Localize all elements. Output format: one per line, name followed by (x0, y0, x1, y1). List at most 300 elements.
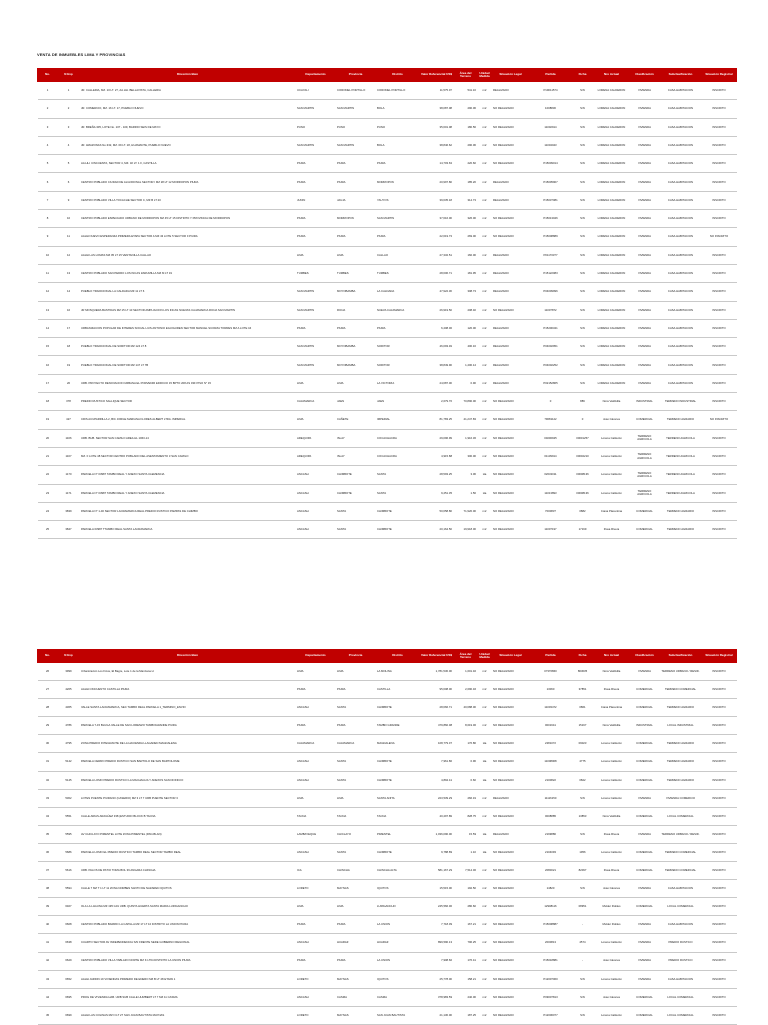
cell-classification: VIVIENDA (630, 283, 660, 301)
cell-subclassification: TERRENO COMERCIAL (660, 681, 702, 699)
cell-province: MORROPON (336, 210, 376, 228)
cell-ref-value: 26,919.50 (420, 301, 454, 319)
cell-number: 19 (38, 411, 58, 429)
cell-address: JR. AMAZONAS No.332, MZ. 09 LT. 18, HUAMANTE, PUEBLO NUEVO (80, 136, 296, 154)
cell-classification: COMERCIAL (630, 411, 660, 429)
cell-unit: m2 (478, 807, 492, 825)
cell-province: PIURA (336, 916, 376, 934)
cell-legal-status: NO REALIZADO (492, 521, 530, 539)
cell-classification: VIVIENDA (630, 789, 660, 807)
cell-number: 40 (38, 916, 58, 934)
column-header-district: Distrito (376, 69, 420, 82)
cell-district: COCACHACRA (376, 447, 420, 465)
cell-department: ANCASH (296, 934, 336, 952)
cell-registry-status: INSCRITO (702, 502, 737, 520)
cell-department: SAN MARTIN (296, 301, 336, 319)
cell-province: MAYNAS (336, 970, 376, 988)
cell-partida: 11008008 (530, 753, 572, 771)
table-row (38, 952, 737, 970)
cell-current-owner: LORENA CALDERON (594, 173, 630, 191)
cell-address: PARCELA N° 03987 TAMBO REAL Y ANEXO SANTA CLEMENCIA (80, 466, 296, 484)
cell-legal-status: NO REALIZADO (492, 155, 530, 173)
table-row (38, 916, 737, 934)
cell-department: UCAYALI (296, 82, 336, 100)
cell-classification: VIVIENDA (630, 356, 660, 374)
cell-ref-value: 38,846.62 (420, 136, 454, 154)
cell-unit: m2 (478, 717, 492, 735)
cell-registry-status: INSCRITO (702, 100, 737, 118)
cell-ficha: 4775 (572, 753, 594, 771)
cell-ficha: 00001257 (572, 429, 594, 447)
cell-current-owner: Rosa Rivera (594, 862, 630, 880)
cell-exp: 6407 (58, 898, 80, 916)
cell-number: 7 (38, 191, 58, 209)
cell-registry-status: INSCRITO (702, 1006, 737, 1024)
table-row (38, 338, 737, 356)
cell-exp: 12 (58, 246, 80, 264)
cell-district: SANTA (376, 484, 420, 502)
cell-unit: m2 (478, 411, 492, 429)
cell-unit: m2 (478, 521, 492, 539)
cell-ficha: 08951 (572, 898, 594, 916)
cell-registry-status: INSCRITO (702, 880, 737, 898)
cell-ref-value: 28,606.71 (420, 264, 454, 282)
cell-district: LA UNION (376, 952, 420, 970)
cell-exp: 10 (58, 210, 80, 228)
cell-exp: 5145 (58, 771, 80, 789)
column-header-ficha: Ficha (572, 650, 594, 663)
cell-registry-status: INSCRITO (702, 807, 737, 825)
cell-ref-value: 20,164.50 (420, 521, 454, 539)
cell-department: LIMA (296, 246, 336, 264)
cell-legal-status: NO REALIZADO (492, 717, 530, 735)
cell-address: CENTRO POBLADO VILLA TABLAZO NORTE MZ K LT64 DISTRITO LA UNION PIURA (80, 952, 296, 970)
cell-department: ANCASH (296, 466, 336, 484)
cell-partida: 13060 (530, 681, 572, 699)
column-header-number: No. (38, 69, 58, 82)
cell-partida: P15018881 (530, 952, 572, 970)
cell-current-owner: Ciana Placentina (594, 502, 630, 520)
cell-area: 160.00 (454, 246, 478, 264)
cell-department: PIURA (296, 319, 336, 337)
cell-classification: VIVIENDA (630, 82, 660, 100)
cell-ficha: 0822 (572, 771, 594, 789)
cell-current-owner: LORENA CALDERON (594, 210, 630, 228)
cell-legal-status: NO REALIZADO (492, 699, 530, 717)
cell-classification: TERRENO AGRICOLA (630, 466, 660, 484)
cell-classification: VIVIENDA (630, 173, 660, 191)
cell-district: CHIMBOTE (376, 699, 420, 717)
cell-legal-status: NO REALIZADO (492, 970, 530, 988)
cell-exp: 16 (58, 301, 80, 319)
cell-ficha: S/N (572, 246, 594, 264)
cell-district: COCACHACRA (376, 429, 420, 447)
cell-unit: m2 (478, 283, 492, 301)
cell-classification: VIVIENDA (630, 191, 660, 209)
cell-classification: VIVIENDA (630, 880, 660, 898)
cell-exp: 3 (58, 118, 80, 136)
cell-partida: P15008887 (530, 916, 572, 934)
cell-classification: VIVIENDA (630, 118, 660, 136)
cell-area: 1,916.30 (454, 429, 478, 447)
cell-subclassification: TERRENO AGRARIO (660, 699, 702, 717)
cell-classification: COMERCIAL (630, 1006, 660, 1024)
cell-classification: COMERCIAL (630, 988, 660, 1006)
cell-department: CAJAMARCA (296, 735, 336, 753)
cell-address: URB. BUB. SECTOR SAN CAMILO AREA HL 1063-14 (80, 429, 296, 447)
cell-legal-status: REALIZADO (492, 191, 530, 209)
cell-current-owner: Lorena Calderón (594, 843, 630, 861)
cell-partida: 2100822 (530, 771, 572, 789)
cell-ref-value: 27,332.51 (420, 246, 454, 264)
cell-unit: m2 (478, 970, 492, 988)
cell-ficha: 1956 (572, 843, 594, 861)
cell-department: SAN MARTIN (296, 136, 336, 154)
cell-legal-status: NO REALIZADO (492, 952, 530, 970)
cell-ficha: 863035 (572, 663, 594, 681)
cell-classification: COMERCIAL (630, 681, 660, 699)
table-row (38, 753, 737, 771)
cell-partida: 2000813 (530, 934, 572, 952)
cell-registry-status: INSCRITO (702, 136, 737, 154)
cell-province: SANTA (336, 521, 376, 539)
cell-legal-status: REALIZADO (492, 338, 530, 356)
cell-unit: m2 (478, 502, 492, 520)
cell-exp: 1171 (58, 484, 80, 502)
cell-address: PUEBLO TRADICIONAL DE SORITOR MZ 124 LT 8 (80, 338, 296, 356)
cell-address: VALLE SANTA LACRAMARCA, SEC TAMBO REAL PARCELA 1_TERMINO_ENVIO (80, 699, 296, 717)
cell-area: 70,890.00 (454, 393, 478, 411)
cell-province: HUARAZ (336, 934, 376, 952)
cell-address: AAHH JARDIN 19 VIVIENDAS PRIMERO DE ENERO MZ B LT 28 ETAPA 1 (80, 970, 296, 988)
cell-unit: m2 (478, 916, 492, 934)
cell-legal-status: NO REALIZADO (492, 898, 530, 916)
cell-partida: P12007060 (530, 970, 572, 988)
cell-partida: 2199886 (530, 825, 572, 843)
cell-department: PIURA (296, 952, 336, 970)
cell-department: SAN MARTIN (296, 356, 336, 374)
cell-number: 5 (38, 155, 58, 173)
cell-unit: m2 (478, 447, 492, 465)
cell-province: JAUJA (336, 191, 376, 209)
cell-registry-status: INSCRITO (702, 210, 737, 228)
table-row (38, 771, 737, 789)
cell-number: 3 (38, 118, 58, 136)
cell-subclassification: CASA HABITACION (660, 136, 702, 154)
cell-unit: m2 (478, 228, 492, 246)
cell-legal-status: REALIZADO (492, 319, 530, 337)
table-row (38, 411, 737, 429)
cell-area: 240.00 (454, 988, 478, 1006)
cell-partida: 2104093 (530, 843, 572, 861)
table-row (38, 843, 737, 861)
table-row (38, 663, 737, 681)
cell-ficha: S/N (572, 970, 594, 988)
cell-subclassification: CASA HABITACION (660, 916, 702, 934)
table-row (38, 807, 737, 825)
cell-number: 29 (38, 717, 58, 735)
cell-province: PUNO (336, 118, 376, 136)
cell-department: PIURA (296, 916, 336, 934)
cell-subclassification: TERRENO AGRICOLA (660, 484, 702, 502)
cell-district: SORITOR (376, 356, 420, 374)
cell-classification: COMERCIAL (630, 502, 660, 520)
table-row (38, 356, 737, 374)
cell-unit: m2 (478, 429, 492, 447)
cell-classification: VIVIENDA (630, 264, 660, 282)
cell-ficha: S/N (572, 210, 594, 228)
cell-province: MOYOBAMBA (336, 356, 376, 374)
cell-ref-value: 50,658.80 (420, 502, 454, 520)
cell-address: LOTES PUENTE PIURANO (CASERIO) MZ 3 LT 7 URB PUENTE SECTOR 3 (80, 789, 296, 807)
cell-number: 43 (38, 970, 58, 988)
cell-exp: 5594 (58, 880, 80, 898)
table-row (38, 374, 737, 392)
column-header-province: Provincia (336, 69, 376, 82)
cell-district: CHIMBOTE (376, 843, 420, 861)
cell-ficha: 0882 (572, 502, 594, 520)
cell-area: 176.41 (454, 952, 478, 970)
cell-subclassification: CASA HABITACION (660, 210, 702, 228)
table-row (38, 789, 737, 807)
cell-district: SANTA (376, 466, 420, 484)
cell-current-owner: Lorena Calderón (594, 447, 630, 465)
cell-subclassification: CASA HABITACION (660, 319, 702, 337)
cell-ficha: 13853 (572, 807, 594, 825)
cell-exp: 5 (58, 155, 80, 173)
cell-registry-status: INSCRITO (702, 246, 737, 264)
cell-department: ANCASH (296, 988, 336, 1006)
cell-classification: VIVIENDA (630, 301, 660, 319)
cell-ref-value: 7,718.09 (420, 916, 454, 934)
cell-partida: 2080021 (530, 862, 572, 880)
cell-subclassification: LOCAL COMERCIAL (660, 988, 702, 1006)
cell-address: ZONA PREDIO INTEGRANTE DE LA HACIENDA LLAGADEN MAGDALENA (80, 735, 296, 753)
cell-district: BOLA (376, 136, 420, 154)
cell-legal-status: NO REALIZADO (492, 663, 530, 681)
cell-partida: 0 (530, 393, 572, 411)
cell-exp: 6638 (58, 934, 80, 952)
cell-legal-status: REALIZADO (492, 356, 530, 374)
cell-exp: 427 (58, 411, 80, 429)
cell-unit: m2 (478, 988, 492, 1006)
cell-exp: 6608 (58, 916, 80, 934)
cell-current-owner: Lorena Calderón (594, 970, 630, 988)
cell-partida: 04000925 (530, 429, 572, 447)
cell-area: 290.06 (454, 100, 478, 118)
column-header-ref-value: Valor Referencial US$ (420, 69, 454, 82)
cell-registry-status: NO INSCRITO (702, 228, 737, 246)
cell-ficha: S/N (572, 173, 594, 191)
cell-current-owner: LORENA CALDERON (594, 283, 630, 301)
cell-registry-status: INSCRITO (702, 952, 737, 970)
cell-ref-value: 21,130.00 (420, 1006, 454, 1024)
cell-address: PREDIO RUSTICO SALLIQUE SECTOR (80, 393, 296, 411)
cell-area: 266.19 (454, 789, 478, 807)
cell-registry-status: INSCRITO (702, 374, 737, 392)
cell-address: AV CHICLAYO PIMENTEL LOTE ZONA PIMENTEL (PAN-BLAN) (80, 825, 296, 843)
cell-number: 8 (38, 210, 58, 228)
cell-unit: m2 (478, 191, 492, 209)
cell-department: LIMA (296, 789, 336, 807)
cell-address: CALLE 7 MZ T 1 LT 11 ZONA NORBES SANTO DE NAZAREN IQUITOS (80, 880, 296, 898)
cell-ref-value: 4,894.41 (420, 771, 454, 789)
cell-classification: INDUSTRIAL (630, 393, 660, 411)
cell-unit: Ha (478, 466, 492, 484)
cell-subclassification: CASA HABITACION (660, 374, 702, 392)
cell-current-owner: Lorena Calderón (594, 771, 630, 789)
table-row (38, 283, 737, 301)
cell-district: SORITOR (376, 338, 420, 356)
column-header-area: Área del Terreno (454, 650, 478, 663)
cell-subclassification: TERRENO AGRARIO (660, 735, 702, 753)
cell-classification: TERRENO AGRICOLA (630, 484, 660, 502)
cell-department: ANCASH (296, 521, 336, 539)
cell-district: CHINCHA ALTA (376, 862, 420, 880)
cell-number: 37 (38, 862, 58, 880)
cell-province: MAYNAS (336, 880, 376, 898)
table-row (38, 466, 737, 484)
cell-ref-value: 479,860.08 (420, 717, 454, 735)
column-header-registry-status: Situación Registral (702, 69, 737, 82)
cell-legal-status: NO REALIZADO (492, 118, 530, 136)
cell-partida: 0001641 (530, 717, 572, 735)
cell-current-owner: LORENA CALDERON (594, 338, 630, 356)
cell-exp: 5551 (58, 807, 80, 825)
cell-province: MOYOBAMBA (336, 338, 376, 356)
cell-unit: m2 (478, 264, 492, 282)
cell-province: RIOJA (336, 301, 376, 319)
cell-address: AAHH LAS LOMAS MZ 05 LT 15 VENTANILLA CALLAO (80, 246, 296, 264)
table-row (38, 521, 737, 539)
cell-classification: VIVIENDA (630, 210, 660, 228)
cell-address: JR. CALLERIA, MZ. 10 LT. 27, AA.HH. BELLAVISTA, CALLERIA (80, 82, 296, 100)
cell-legal-status: NO REALIZADO (492, 100, 530, 118)
cell-subclassification: TERRENO URBANO / RESID. (660, 825, 702, 843)
table-row (38, 100, 737, 118)
cell-exp: 6629 (58, 952, 80, 970)
table-row (38, 393, 737, 411)
cell-district: SAN JUAN BAUTISTA (376, 1006, 420, 1024)
cell-department: PIURA (296, 210, 336, 228)
table-row (38, 447, 737, 465)
cell-district: TACNA (376, 807, 420, 825)
cell-address: CENTRO POBLADO SAN PEDRO LOS INCAS ZARUMILLA MZ M LT 19 (80, 264, 296, 282)
cell-province: LIMA (336, 663, 376, 681)
cell-area: 71,920.00 (454, 502, 478, 520)
cell-number: 4 (38, 136, 58, 154)
cell-area: 308.73 (454, 283, 478, 301)
table-row (38, 934, 737, 952)
cell-ficha: S/N (572, 191, 594, 209)
cell-current-owner: LORENA CALDERON (594, 301, 630, 319)
cell-exp: 9 (58, 191, 80, 209)
cell-exp: 5142 (58, 753, 80, 771)
cell-partida: P02152865 (530, 374, 572, 392)
cell-ficha: S/N (572, 82, 594, 100)
cell-province: LIMA (336, 374, 376, 392)
cell-unit: m2 (478, 136, 492, 154)
cell-partida: P04009996 (530, 283, 572, 301)
cell-legal-status: NO REALIZADO (492, 862, 530, 880)
cell-department: ANCASH (296, 771, 336, 789)
cell-area: 400.16 (454, 338, 478, 356)
cell-registry-status: INSCRITO (702, 988, 737, 1006)
cell-area: 181.95 (454, 264, 478, 282)
cell-registry-status: INSCRITO (702, 753, 737, 771)
cell-unit: m2 (478, 155, 492, 173)
cell-legal-status: NO REALIZADO (492, 735, 530, 753)
cell-legal-status: NO REALIZADO (492, 484, 530, 502)
cell-subclassification: LOCAL COMERCIAL (660, 1006, 702, 1024)
cell-ref-value: 46,093.49 (420, 338, 454, 356)
column-header-classification: Clasificación (630, 650, 660, 663)
cell-legal-status: NO REALIZADO (492, 681, 530, 699)
cell-department: ANCASH (296, 484, 336, 502)
cell-registry-status: INSCRITO (702, 466, 737, 484)
column-header-classification: Clasificación (630, 69, 660, 82)
cell-registry-status: INSCRITO (702, 789, 737, 807)
cell-district: CHIMBOTE (376, 771, 420, 789)
cell-number: 17 (38, 374, 58, 392)
cell-address: PARCELA LOMO PREDIO RUSTICO LA MACHAGUA Y ANEXOS SAN DIONICIO (80, 771, 296, 789)
cell-legal-status: NO REALIZADO (492, 916, 530, 934)
cell-exp: 5302 (58, 789, 80, 807)
cell-partida: 11013893 (530, 484, 572, 502)
cell-classification: VIVIENDA (630, 155, 660, 173)
cell-classification: COMERCIAL (630, 898, 660, 916)
cell-province: MAYNAS (336, 1006, 376, 1024)
cell-ficha: S/N (572, 338, 594, 356)
cell-ref-value: 11,575.07 (420, 82, 454, 100)
cell-area: 0.96 (454, 753, 478, 771)
cell-ficha: S/N (572, 825, 594, 843)
cell-subclassification: CASA HABITACION (660, 118, 702, 136)
cell-address: AA.HH. CINCUENTA, SECTOR 4, MZ. 32 LT. 1 F, CASTILLA (80, 155, 296, 173)
column-header-department: Departamento (296, 650, 336, 663)
cell-area: 1.10 (454, 843, 478, 861)
cell-partida: 11007872 (530, 301, 572, 319)
cell-district: CHIMBOTE (376, 502, 420, 520)
cell-ref-value: 40,497.89 (420, 807, 454, 825)
cell-current-owner: Lorena Calderón (594, 934, 630, 952)
cell-ficha: S/N (572, 283, 594, 301)
cell-exp: 1167 (58, 447, 80, 465)
cell-area: 158.21 (454, 970, 478, 988)
cell-number: 20 (38, 429, 58, 447)
cell-ficha: S/N (572, 155, 594, 173)
table-row (38, 155, 737, 173)
cell-partida: P15009014 (530, 155, 572, 173)
cell-current-owner: LORENA CALDERON (594, 228, 630, 246)
cell-ficha: 00008136 (572, 466, 594, 484)
column-header-current-owner: Nro Actual (594, 69, 630, 82)
cell-subclassification: TERRENO AGRARIO (660, 753, 702, 771)
cell-district: IMPERIAL (376, 411, 420, 429)
cell-address: CENTRO POBLADO BARRIO LA CAPILLA MZ 17 LT 10 DISTRITO LA UNION PIURA (80, 916, 296, 934)
cell-unit: m2 (478, 699, 492, 717)
column-header-ficha: Ficha (572, 69, 594, 82)
cell-department: PIURA (296, 173, 336, 191)
cell-province: JAEN (336, 393, 376, 411)
column-header-partida: Partida (530, 69, 572, 82)
cell-current-owner: Lorena Calderón (594, 735, 630, 753)
cell-unit: m2 (478, 898, 492, 916)
cell-address: CENTRO POBLADO VILLA TOCACHE SECTOR C, MZ B LT 20 (80, 191, 296, 209)
cell-current-owner: Mulder Robles (594, 898, 630, 916)
cell-area: 192.50 (454, 880, 478, 898)
cell-department: SAN MARTIN (296, 338, 336, 356)
